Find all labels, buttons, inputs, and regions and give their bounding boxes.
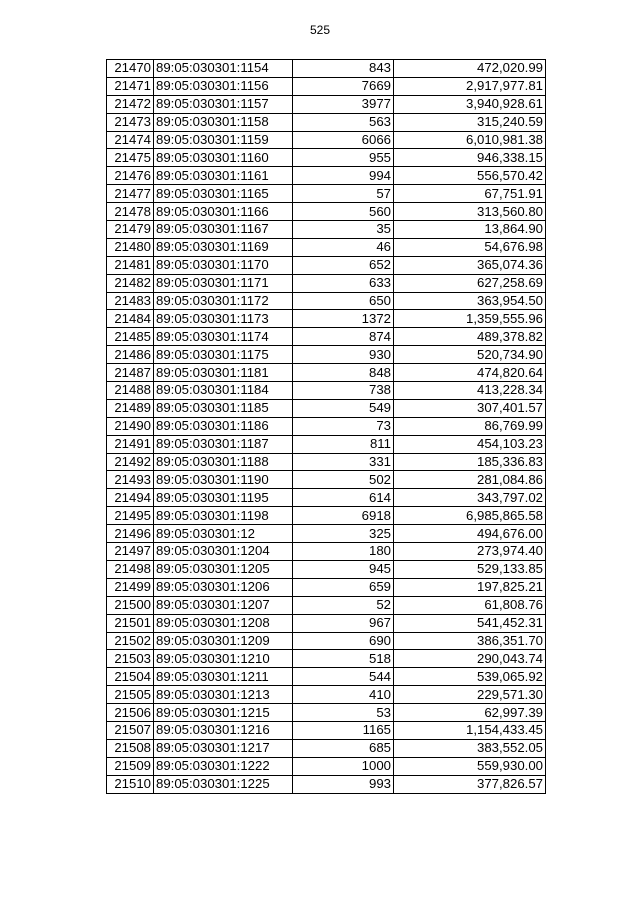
row-number-cell: 21480 [107, 238, 154, 256]
cadastral-number-cell: 89:05:030301:1172 [154, 292, 293, 310]
row-number-cell: 21500 [107, 596, 154, 614]
amount-cell: 6,985,865.58 [394, 507, 546, 525]
amount-cell: 946,338.15 [394, 149, 546, 167]
cadastral-number-cell: 89:05:030301:1185 [154, 399, 293, 417]
table-row [107, 596, 546, 614]
quantity-cell: 35 [293, 221, 394, 239]
table-row [107, 256, 546, 274]
row-number-cell: 21508 [107, 739, 154, 757]
table-row [107, 721, 546, 739]
row-number-cell: 21482 [107, 274, 154, 292]
amount-cell: 520,734.90 [394, 346, 546, 364]
row-number-cell: 21509 [107, 757, 154, 775]
row-number-cell: 21506 [107, 704, 154, 722]
table-row [107, 382, 546, 400]
amount-cell: 307,401.57 [394, 399, 546, 417]
table-row [107, 364, 546, 382]
table-row [107, 739, 546, 757]
table-row [107, 167, 546, 185]
quantity-cell: 57 [293, 185, 394, 203]
row-number-cell: 21476 [107, 167, 154, 185]
table-row [107, 435, 546, 453]
amount-cell: 3,940,928.61 [394, 95, 546, 113]
cadastral-number-cell: 89:05:030301:1222 [154, 757, 293, 775]
row-number-cell: 21496 [107, 525, 154, 543]
quantity-cell: 874 [293, 328, 394, 346]
row-number-cell: 21470 [107, 60, 154, 78]
quantity-cell: 848 [293, 364, 394, 382]
cadastral-number-cell: 89:05:030301:1216 [154, 721, 293, 739]
table-row [107, 113, 546, 131]
quantity-cell: 518 [293, 650, 394, 668]
cadastral-number-cell: 89:05:030301:1206 [154, 578, 293, 596]
row-number-cell: 21473 [107, 113, 154, 131]
amount-cell: 377,826.57 [394, 775, 546, 793]
table-row [107, 95, 546, 113]
quantity-cell: 46 [293, 238, 394, 256]
cadastral-number-cell: 89:05:030301:1217 [154, 739, 293, 757]
cadastral-number-cell: 89:05:030301:1190 [154, 471, 293, 489]
cadastral-number-cell: 89:05:030301:1158 [154, 113, 293, 131]
cadastral-number-cell: 89:05:030301:1166 [154, 203, 293, 221]
amount-cell: 539,065.92 [394, 668, 546, 686]
table-body [107, 60, 546, 794]
table-row [107, 757, 546, 775]
amount-cell: 62,997.39 [394, 704, 546, 722]
cadastral-number-cell: 89:05:030301:1181 [154, 364, 293, 382]
amount-cell: 185,336.83 [394, 453, 546, 471]
amount-cell: 556,570.42 [394, 167, 546, 185]
quantity-cell: 544 [293, 668, 394, 686]
quantity-cell: 811 [293, 435, 394, 453]
amount-cell: 472,020.99 [394, 60, 546, 78]
row-number-cell: 21505 [107, 686, 154, 704]
quantity-cell: 560 [293, 203, 394, 221]
table-row [107, 238, 546, 256]
table-row [107, 399, 546, 417]
row-number-cell: 21490 [107, 417, 154, 435]
cadastral-number-cell: 89:05:030301:1167 [154, 221, 293, 239]
cadastral-number-cell: 89:05:030301:1173 [154, 310, 293, 328]
table-row [107, 292, 546, 310]
amount-cell: 67,751.91 [394, 185, 546, 203]
table-row [107, 346, 546, 364]
quantity-cell: 52 [293, 596, 394, 614]
quantity-cell: 331 [293, 453, 394, 471]
row-number-cell: 21507 [107, 721, 154, 739]
row-number-cell: 21481 [107, 256, 154, 274]
table-row [107, 543, 546, 561]
amount-cell: 383,552.05 [394, 739, 546, 757]
cadastral-number-cell: 89:05:030301:1156 [154, 77, 293, 95]
cadastral-number-cell: 89:05:030301:1161 [154, 167, 293, 185]
amount-cell: 474,820.64 [394, 364, 546, 382]
table-row [107, 60, 546, 78]
cadastral-number-cell: 89:05:030301:1207 [154, 596, 293, 614]
amount-cell: 529,133.85 [394, 560, 546, 578]
cadastral-number-cell: 89:05:030301:1157 [154, 95, 293, 113]
cadastral-number-cell: 89:05:030301:12 [154, 525, 293, 543]
cadastral-number-cell: 89:05:030301:1165 [154, 185, 293, 203]
amount-cell: 281,084.86 [394, 471, 546, 489]
table-row [107, 775, 546, 793]
table-row [107, 614, 546, 632]
table-row [107, 560, 546, 578]
table-row [107, 471, 546, 489]
row-number-cell: 21475 [107, 149, 154, 167]
quantity-cell: 994 [293, 167, 394, 185]
cadastral-number-cell: 89:05:030301:1215 [154, 704, 293, 722]
amount-cell: 54,676.98 [394, 238, 546, 256]
cadastral-number-cell: 89:05:030301:1188 [154, 453, 293, 471]
cadastral-number-cell: 89:05:030301:1171 [154, 274, 293, 292]
row-number-cell: 21472 [107, 95, 154, 113]
table-row [107, 77, 546, 95]
amount-cell: 197,825.21 [394, 578, 546, 596]
quantity-cell: 1372 [293, 310, 394, 328]
row-number-cell: 21484 [107, 310, 154, 328]
table-row [107, 310, 546, 328]
table-row [107, 632, 546, 650]
table-row [107, 131, 546, 149]
quantity-cell: 650 [293, 292, 394, 310]
row-number-cell: 21488 [107, 382, 154, 400]
quantity-cell: 843 [293, 60, 394, 78]
quantity-cell: 738 [293, 382, 394, 400]
cadastral-number-cell: 89:05:030301:1154 [154, 60, 293, 78]
row-number-cell: 21502 [107, 632, 154, 650]
row-number-cell: 21478 [107, 203, 154, 221]
quantity-cell: 53 [293, 704, 394, 722]
row-number-cell: 21504 [107, 668, 154, 686]
amount-cell: 1,359,555.96 [394, 310, 546, 328]
row-number-cell: 21499 [107, 578, 154, 596]
row-number-cell: 21485 [107, 328, 154, 346]
cadastral-number-cell: 89:05:030301:1208 [154, 614, 293, 632]
table-row [107, 203, 546, 221]
row-number-cell: 21471 [107, 77, 154, 95]
cadastral-number-cell: 89:05:030301:1225 [154, 775, 293, 793]
row-number-cell: 21491 [107, 435, 154, 453]
amount-cell: 541,452.31 [394, 614, 546, 632]
cadastral-number-cell: 89:05:030301:1198 [154, 507, 293, 525]
quantity-cell: 945 [293, 560, 394, 578]
quantity-cell: 410 [293, 686, 394, 704]
amount-cell: 86,769.99 [394, 417, 546, 435]
quantity-cell: 955 [293, 149, 394, 167]
row-number-cell: 21489 [107, 399, 154, 417]
table-row [107, 149, 546, 167]
quantity-cell: 930 [293, 346, 394, 364]
cadastral-number-cell: 89:05:030301:1174 [154, 328, 293, 346]
row-number-cell: 21498 [107, 560, 154, 578]
amount-cell: 559,930.00 [394, 757, 546, 775]
row-number-cell: 21479 [107, 221, 154, 239]
quantity-cell: 1165 [293, 721, 394, 739]
table-row [107, 453, 546, 471]
table-row [107, 686, 546, 704]
cadastral-number-cell: 89:05:030301:1170 [154, 256, 293, 274]
cadastral-number-cell: 89:05:030301:1204 [154, 543, 293, 561]
cadastral-number-cell: 89:05:030301:1209 [154, 632, 293, 650]
table-row [107, 489, 546, 507]
quantity-cell: 6066 [293, 131, 394, 149]
table-row [107, 578, 546, 596]
table-row [107, 704, 546, 722]
amount-cell: 229,571.30 [394, 686, 546, 704]
cadastral-number-cell: 89:05:030301:1210 [154, 650, 293, 668]
amount-cell: 6,010,981.38 [394, 131, 546, 149]
quantity-cell: 502 [293, 471, 394, 489]
table-row [107, 274, 546, 292]
cadastral-number-cell: 89:05:030301:1205 [154, 560, 293, 578]
amount-cell: 627,258.69 [394, 274, 546, 292]
amount-cell: 489,378.82 [394, 328, 546, 346]
amount-cell: 1,154,433.45 [394, 721, 546, 739]
amount-cell: 61,808.76 [394, 596, 546, 614]
cadastral-number-cell: 89:05:030301:1195 [154, 489, 293, 507]
quantity-cell: 6918 [293, 507, 394, 525]
row-number-cell: 21483 [107, 292, 154, 310]
table-row [107, 328, 546, 346]
quantity-cell: 633 [293, 274, 394, 292]
quantity-cell: 180 [293, 543, 394, 561]
row-number-cell: 21495 [107, 507, 154, 525]
table-row [107, 417, 546, 435]
quantity-cell: 1000 [293, 757, 394, 775]
quantity-cell: 7669 [293, 77, 394, 95]
cadastral-number-cell: 89:05:030301:1184 [154, 382, 293, 400]
row-number-cell: 21501 [107, 614, 154, 632]
cadastral-number-cell: 89:05:030301:1169 [154, 238, 293, 256]
cadastral-number-cell: 89:05:030301:1175 [154, 346, 293, 364]
quantity-cell: 563 [293, 113, 394, 131]
table-row [107, 525, 546, 543]
amount-cell: 315,240.59 [394, 113, 546, 131]
row-number-cell: 21477 [107, 185, 154, 203]
row-number-cell: 21486 [107, 346, 154, 364]
amount-cell: 290,043.74 [394, 650, 546, 668]
quantity-cell: 3977 [293, 95, 394, 113]
data-table [106, 59, 546, 794]
amount-cell: 454,103.23 [394, 435, 546, 453]
row-number-cell: 21474 [107, 131, 154, 149]
amount-cell: 386,351.70 [394, 632, 546, 650]
page-number: 525 [309, 23, 331, 37]
quantity-cell: 993 [293, 775, 394, 793]
row-number-cell: 21510 [107, 775, 154, 793]
row-number-cell: 21492 [107, 453, 154, 471]
cadastral-number-cell: 89:05:030301:1213 [154, 686, 293, 704]
amount-cell: 273,974.40 [394, 543, 546, 561]
row-number-cell: 21493 [107, 471, 154, 489]
table-row [107, 650, 546, 668]
row-number-cell: 21503 [107, 650, 154, 668]
amount-cell: 365,074.36 [394, 256, 546, 274]
cadastral-number-cell: 89:05:030301:1187 [154, 435, 293, 453]
quantity-cell: 690 [293, 632, 394, 650]
quantity-cell: 325 [293, 525, 394, 543]
amount-cell: 313,560.80 [394, 203, 546, 221]
cadastral-number-cell: 89:05:030301:1160 [154, 149, 293, 167]
row-number-cell: 21497 [107, 543, 154, 561]
amount-cell: 413,228.34 [394, 382, 546, 400]
quantity-cell: 967 [293, 614, 394, 632]
cadastral-number-cell: 89:05:030301:1211 [154, 668, 293, 686]
cadastral-number-cell: 89:05:030301:1186 [154, 417, 293, 435]
amount-cell: 2,917,977.81 [394, 77, 546, 95]
cadastral-number-cell: 89:05:030301:1159 [154, 131, 293, 149]
table-row [107, 221, 546, 239]
amount-cell: 363,954.50 [394, 292, 546, 310]
table-row [107, 668, 546, 686]
amount-cell: 494,676.00 [394, 525, 546, 543]
quantity-cell: 73 [293, 417, 394, 435]
amount-cell: 13,864.90 [394, 221, 546, 239]
row-number-cell: 21494 [107, 489, 154, 507]
row-number-cell: 21487 [107, 364, 154, 382]
quantity-cell: 549 [293, 399, 394, 417]
quantity-cell: 652 [293, 256, 394, 274]
quantity-cell: 659 [293, 578, 394, 596]
table-row [107, 185, 546, 203]
table-row [107, 507, 546, 525]
quantity-cell: 685 [293, 739, 394, 757]
quantity-cell: 614 [293, 489, 394, 507]
amount-cell: 343,797.02 [394, 489, 546, 507]
